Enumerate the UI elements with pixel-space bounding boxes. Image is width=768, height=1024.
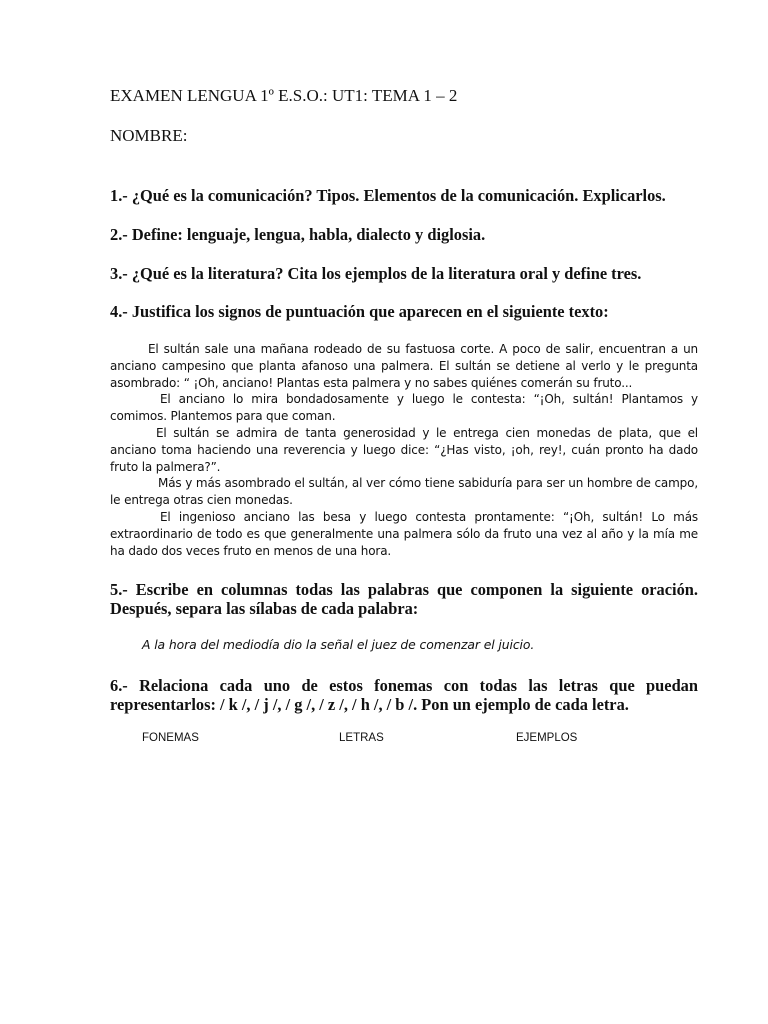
passage-paragraph: El sultán se admira de tanta generosidad y le entrega cien monedas de plata, que el anciano toma haciendo una reverencia y luego dice: “¿Has visto, ¡oh, rey!, cuán pronto ha dado fruto la palmera?”. xyxy=(110,425,698,474)
question-1: 1.- ¿Qué es la comunicación? Tipos. Elementos de la comunicación. Explicarlos. xyxy=(110,186,666,205)
name-label: NOMBRE: xyxy=(110,126,188,145)
passage-text xyxy=(110,341,698,559)
question-5: 5.- Escribe en columnas todas las palabras que componen la siguiente oración. Después, separa las sílabas de cada palabra: xyxy=(110,580,698,618)
passage-paragraph: El ingenioso anciano las besa y luego contesta prontamente: “¡Oh, sultán! Lo más extraordinario de todo es que generalmente una palmera sólo da fruto una vez al año y la mía me ha dado dos veces fruto en menos de una hora. xyxy=(110,509,698,558)
column-header-ejemplos: EJEMPLOS xyxy=(516,732,578,744)
passage-paragraph: Más y más asombrado el sultán, al ver cómo tiene sabiduría para ser un hombre de campo, le entrega otras cien monedas. xyxy=(110,476,698,508)
exam-title: EXAMEN LENGUA 1º E.S.O.: UT1: TEMA 1 – 2 xyxy=(110,86,458,105)
column-header-letras: LETRAS xyxy=(339,732,384,744)
question-2: 2.- Define: lenguaje, lengua, habla, dialecto y diglosia. xyxy=(110,225,486,244)
column-header-fonemas: FONEMAS xyxy=(142,732,199,744)
question-4: 4.- Justifica los signos de puntuación que aparecen en el siguiente texto: xyxy=(110,302,609,321)
example-sentence: A la hora del mediodía dio la señal el juez de comenzar el juicio. xyxy=(142,637,535,652)
question-3: 3.- ¿Qué es la literatura? Cita los ejemplos de la literatura oral y define tres. xyxy=(110,264,642,283)
question-6: 6.- Relaciona cada uno de estos fonemas con todas las letras que puedan representarlos: / k /, / j /, / g /, / z /, / h /, / b /. Pon un ejemplo de cada letra. xyxy=(110,676,698,714)
passage-paragraph: El sultán sale una mañana rodeado de su fastuosa corte. A poco de salir, encuentran a un anciano campesino que planta afanoso una palmera. El sultán se detiene al verlo y le pregunta asombrado: “ ¡Oh, anciano! Plantas esta palmera y no sabes quiénes comerán su fruto... xyxy=(110,342,698,390)
passage-paragraph: El anciano lo mira bondadosamente y luego le contesta: “¡Oh, sultán! Plantamos y comimos. Plantemos para que coman. xyxy=(110,392,698,424)
